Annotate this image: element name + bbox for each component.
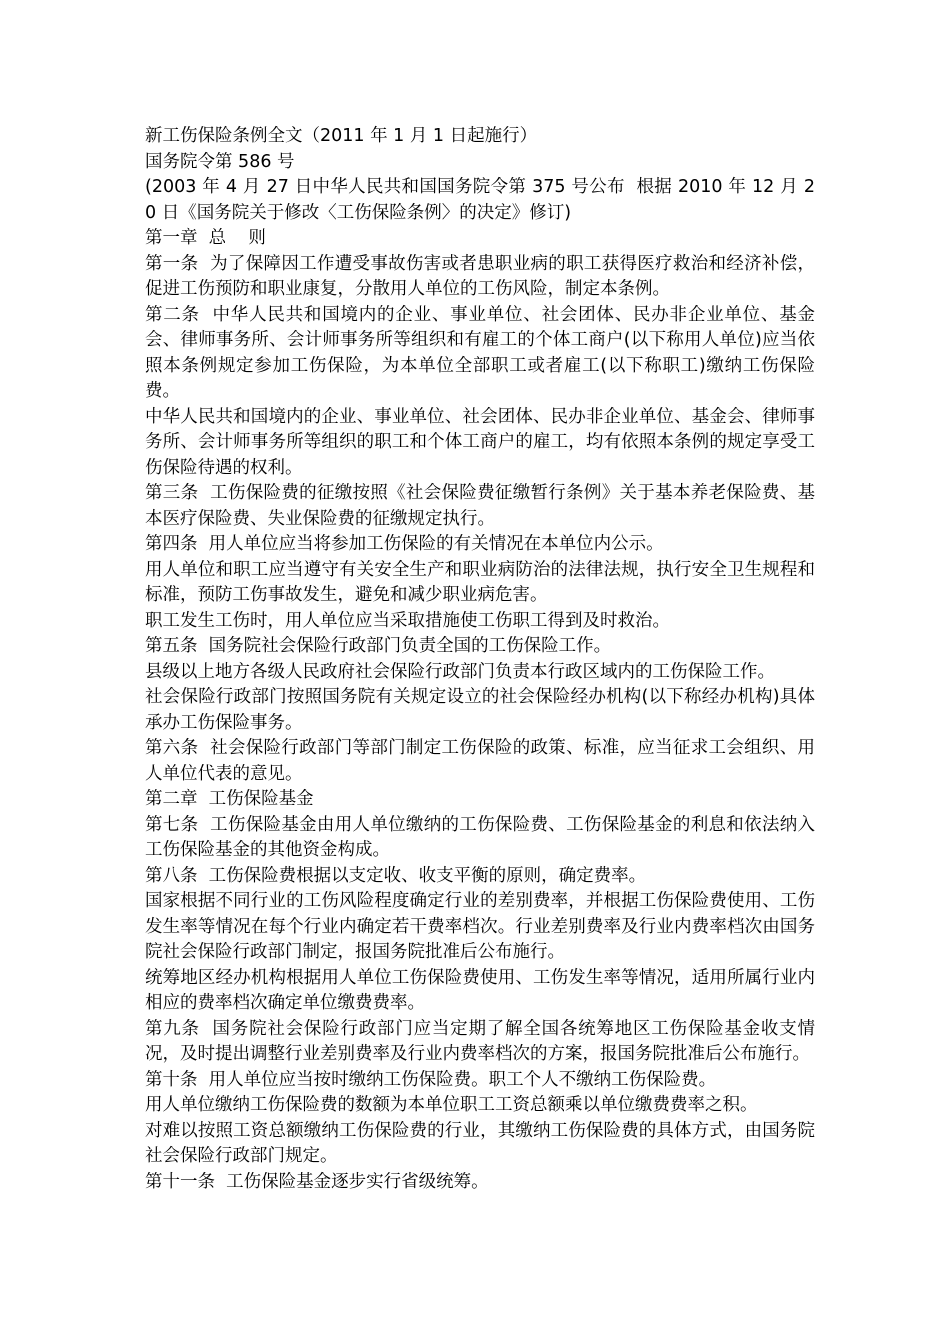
article-paragraph: 第八条 工伤保险费根据以支定收、收支平衡的原则，确定费率。 xyxy=(145,865,647,886)
article-paragraph: 第一条 为了保障因工作遭受事故伤害或者患职业病的职工获得医疗救治和经济补偿，促进工伤预防和职业康复，分散用人单位的工伤风险，制定本条例。 xyxy=(145,253,815,299)
article-paragraph: 社会保险行政部门按照国务院有关规定设立的社会保险经办机构(以下称经办机构)具体承办工伤保险事务。 xyxy=(145,687,815,733)
document-title: 新工伤保险条例全文（2011 年 1 月 1 日起施行） xyxy=(145,126,538,146)
chapter-heading: 第二章 工伤保险基金 xyxy=(145,789,314,809)
decree-number: 国务院令第 586 号 xyxy=(145,151,295,172)
article-paragraph: 第九条 国务院社会保险行政部门应当定期了解全国各统筹地区工伤保险基金收支情况，及时提出调整行业差别费率及行业内费率档次的方案，报国务院批准后公布施行。 xyxy=(145,1018,815,1064)
article-paragraph: 第三条 工伤保险费的征缴按照《社会保险费征缴暂行条例》关于基本养老保险费、基本医疗保险费、失业保险费的征缴规定执行。 xyxy=(145,483,815,529)
article-paragraph: 县级以上地方各级人民政府社会保险行政部门负责本行政区域内的工伤保险工作。 xyxy=(145,661,775,682)
article-paragraph: 国家根据不同行业的工伤风险程度确定行业的差别费率，并根据工伤保险费使用、工伤发生率等情况在每个行业内确定若干费率档次。行业差别费率及行业内费率档次由国务院社会保险行政部门制定，报国务院批准后公布施行。 xyxy=(145,891,815,962)
article-paragraph: 中华人民共和国境内的企业、事业单位、社会团体、民办非企业单位、基金会、律师事务所、会计师事务所等组织的职工和个体工商户的雇工，均有依照本条例的规定享受工伤保险待遇的权利。 xyxy=(145,406,815,478)
article-paragraph: 职工发生工伤时，用人单位应当采取措施使工伤职工得到及时救治。 xyxy=(145,610,670,631)
article-paragraph: 第十一条 工伤保险基金逐步实行省级统筹。 xyxy=(145,1171,489,1192)
article-paragraph: 统筹地区经办机构根据用人单位工伤保险费使用、工伤发生率等情况，适用所属行业内相应的费率档次确定单位缴费费率。 xyxy=(145,967,815,1013)
article-paragraph: 第五条 国务院社会保险行政部门负责全国的工伤保险工作。 xyxy=(145,636,612,656)
promulgation-note: (2003 年 4 月 27 日中华人民共和国国务院令第 375 号公布 根据 2010 年 12 月 20 日《国务院关于修改〈工伤保险条例〉的决定》修订) xyxy=(145,177,815,223)
article-paragraph: 第十条 用人单位应当按时缴纳工伤保险费。职工个人不缴纳工伤保险费。 xyxy=(145,1069,717,1090)
document-page xyxy=(145,124,815,1195)
chapter-heading: 第一章 总 则 xyxy=(145,228,266,248)
article-paragraph: 第四条 用人单位应当将参加工伤保险的有关情况在本单位内公示。 xyxy=(145,534,664,554)
article-paragraph: 用人单位缴纳工伤保险费的数额为本单位职工工资总额乘以单位缴费费率之积。 xyxy=(145,1095,758,1115)
article-paragraph: 第二条 中华人民共和国境内的企业、事业单位、社会团体、民办非企业单位、基金会、律师事务所、会计师事务所等组织和有雇工的个体工商户(以下称用人单位)应当依照本条例规定参加工伤保险，为本单位全部职工或者雇工(以下称职工)缴纳工伤保险费。 xyxy=(145,304,815,401)
article-paragraph: 用人单位和职工应当遵守有关安全生产和职业病防治的法律法规，执行安全卫生规程和标准，预防工伤事故发生，避免和减少职业病危害。 xyxy=(145,559,815,605)
article-paragraph: 第七条 工伤保险基金由用人单位缴纳的工伤保险费、工伤保险基金的利息和依法纳入工伤保险基金的其他资金构成。 xyxy=(145,814,815,860)
article-paragraph: 对难以按照工资总额缴纳工伤保险费的行业，其缴纳工伤保险费的具体方式，由国务院社会保险行政部门规定。 xyxy=(145,1120,815,1166)
article-paragraph: 第六条 社会保险行政部门等部门制定工伤保险的政策、标准，应当征求工会组织、用人单位代表的意见。 xyxy=(145,738,815,784)
